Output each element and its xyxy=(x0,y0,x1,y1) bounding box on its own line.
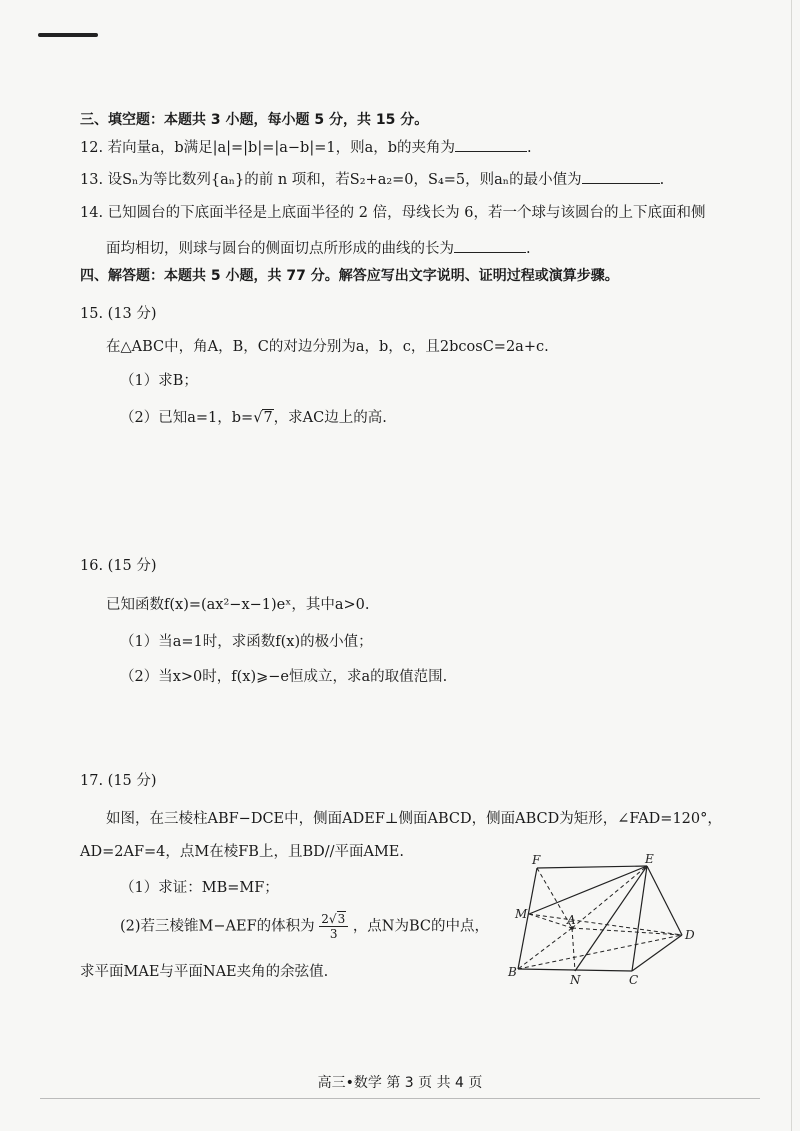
q17-part2-pre: (2)若三棱锥M−AEF的体积为 xyxy=(120,918,315,935)
answer-section-heading: 四、解答题：本题共 5 小题，共 77 分。解答应写出文字说明、证明过程或演算步骤。 xyxy=(80,268,619,284)
edge-AN xyxy=(572,928,575,971)
scan-artifact-mark xyxy=(38,33,98,37)
q16-part1: （1）当a=1时，求函数f(x)的极小值； xyxy=(120,634,373,650)
q17-stem1: 如图，在三棱柱ABF−DCE中，侧面ADEF⊥侧面ABCD，侧面ABCD为矩形，∠FAD=120°， xyxy=(106,811,722,827)
bottom-rule xyxy=(40,1098,760,1099)
q17-part2 xyxy=(120,912,489,941)
q13-text: 设Sₙ为等比数列{aₙ}的前 n 项和，若S₂+a₂=0，S₄=5，则aₙ的最小值为 xyxy=(107,172,582,188)
q14-answer-blank xyxy=(454,238,526,253)
q15-part2 xyxy=(120,408,387,428)
edge-AD xyxy=(572,928,682,935)
q17-part1: （1）求证：MB=MF； xyxy=(120,880,279,896)
q12-end: . xyxy=(527,140,532,156)
label-E: E xyxy=(645,852,654,866)
q17-part2-post: ，点N为BC的中点， xyxy=(352,918,490,935)
q13-answer-blank xyxy=(582,169,660,184)
q12-text: 若向量a，b满足|a|=|b|=|a−b|=1，则a，b的夹角为 xyxy=(107,140,456,156)
sqrt-sign: √ xyxy=(253,410,263,426)
q15-part2-post: ，求AC边上的高. xyxy=(273,410,387,426)
q15-part2-root: 7 xyxy=(263,410,273,426)
q16-part2: （2）当x>0时，f(x)⩾−e恒成立，求a的取值范围. xyxy=(120,669,448,685)
question-14-cont xyxy=(106,238,531,259)
label-N: N xyxy=(570,973,581,987)
q17-header: 17. (15 分) xyxy=(80,773,157,789)
prism-figure xyxy=(505,852,725,992)
q14-line1: 已知圆台的下底面半径是上底面半径的 2 倍，母线长为 6，若一个球与该圆台的上下底面和侧 xyxy=(107,205,706,221)
label-D: D xyxy=(685,928,695,942)
q13-number: 13. xyxy=(80,172,104,188)
edge-EN xyxy=(575,866,647,971)
frac-num-root: 3 xyxy=(337,912,346,926)
question-12 xyxy=(80,137,532,158)
edge-EC xyxy=(632,866,647,971)
q12-answer-blank xyxy=(455,137,527,152)
fill-in-section-heading: 三、填空题：本题共 3 小题，每小题 5 分，共 15 分。 xyxy=(80,112,429,128)
q15-header: 15. (13 分) xyxy=(80,306,157,322)
label-C: C xyxy=(629,973,639,987)
q17-stem2: AD=2AF=4，点M在棱FB上，且BD//平面AME. xyxy=(80,844,405,860)
q12-number: 12. xyxy=(80,140,104,156)
q16-stem: 已知函数f(x)=(ax²−x−1)eˣ，其中a>0. xyxy=(106,597,370,613)
question-13 xyxy=(80,169,664,190)
edge-ME xyxy=(529,866,647,914)
volume-fraction: $\frac{2√3}{3}$ xyxy=(319,912,348,941)
question-14 xyxy=(80,203,705,223)
label-F: F xyxy=(532,853,541,867)
q14-end: . xyxy=(526,241,531,257)
q15-part2-pre: （2）已知a=1，b= xyxy=(120,410,254,426)
label-A: A xyxy=(567,913,576,927)
q17-part2-line2: 求平面MAE与平面NAE夹角的余弦值. xyxy=(80,964,329,980)
edge-FE xyxy=(537,866,647,868)
label-M: M xyxy=(515,907,528,921)
edge-ED xyxy=(647,866,682,935)
frac-denominator: 3 xyxy=(329,927,338,941)
q15-part1: （1）求B； xyxy=(120,373,198,389)
q14-line2: 面均相切，则球与圆台的侧面切点所形成的曲线的长为 xyxy=(106,241,454,257)
q16-header: 16. (15 分) xyxy=(80,558,157,574)
edge-MD xyxy=(529,914,682,935)
q15-stem: 在△ABC中，角A，B，C的对边分别为a，b，c，且2bcosC=2a+c. xyxy=(106,339,549,355)
frac-num-coef: 2 xyxy=(321,912,329,926)
label-B: B xyxy=(508,965,517,979)
page-edge xyxy=(791,0,792,1131)
edge-AB xyxy=(518,928,572,969)
edge-MA xyxy=(529,914,572,928)
edge-AE xyxy=(572,866,647,928)
q14-number: 14. xyxy=(80,205,104,221)
page-footer: 高三•数学 第 3 页 共 4 页 xyxy=(317,1075,483,1091)
q13-end: . xyxy=(659,172,665,188)
